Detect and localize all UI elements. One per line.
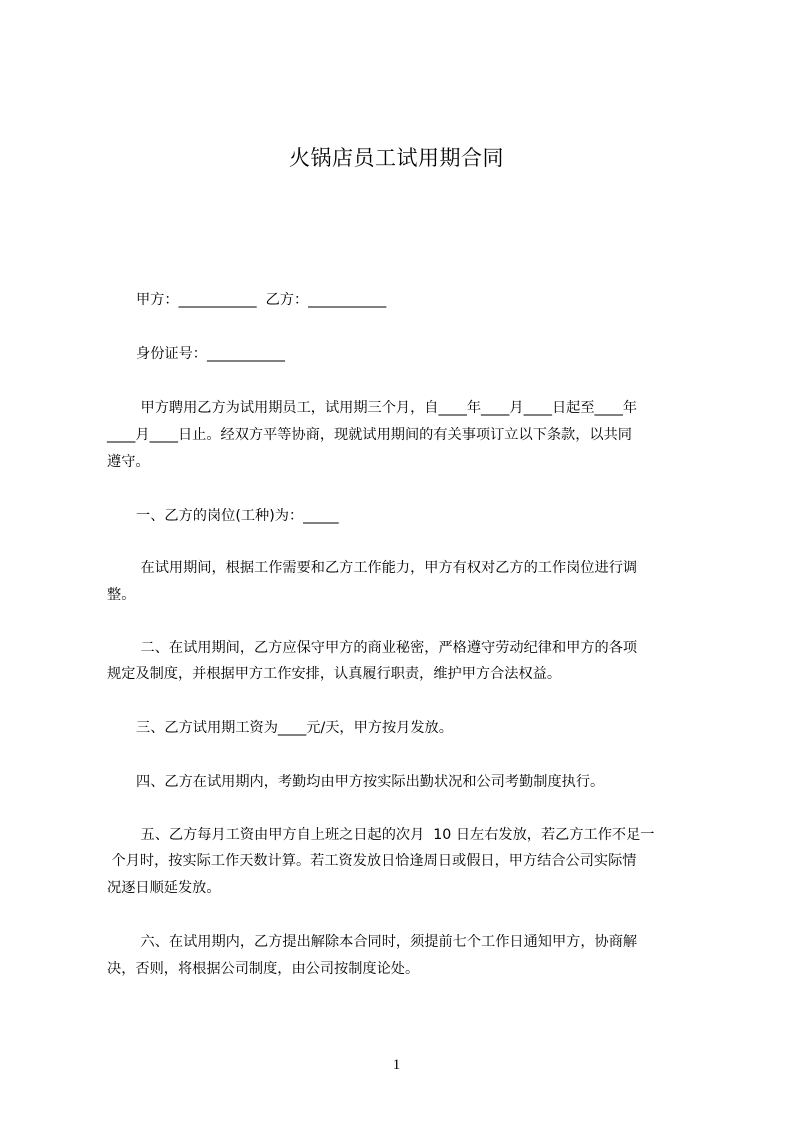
clause-paragraph-line: 个月时，按实际工作天数计算。若工资发放日恰逢周日或假日，甲方结合公司实际情 [107,853,637,869]
clause-paragraph-line: 整。 [107,587,136,603]
clause-paragraph-line: 二、在试用期间，乙方应保守甲方的商业秘密，严格遵守劳动纪律和甲方的各项 [136,640,638,656]
clause-paragraph-line: 决，否则，将根据公司制度，由公司按制度论处。 [107,961,420,977]
intro-paragraph-line: ____月____日止。经双方平等协商，现就试用期间的有关事项订立以下条款，以共同 [107,427,632,443]
clause-paragraph-line: 在试用期间，根据工作需要和乙方工作能力，甲方有权对乙方的工作岗位进行调 [136,560,638,576]
clause-paragraph-line: 六、在试用期内，乙方提出解除本合同时，须提前七个工作日通知甲方，协商解 [136,934,638,950]
page-number: 1 [392,1057,401,1073]
clause-paragraph-line: 规定及制度，并根据甲方工作安排，认真履行职责，维护甲方合法权益。 [107,666,562,682]
clause-heading: 一、乙方的岗位(工种)为：_____ [136,508,339,524]
intro-paragraph-line: 遵守。 [107,454,150,470]
clause-paragraph-line: 四、乙方在试用期内，考勤均由甲方按实际出勤状况和公司考勤制度执行。 [136,774,605,790]
id-number-line: 身份证号：___________ [136,346,285,362]
parties-line: 甲方：___________ 乙方：___________ [136,292,387,308]
intro-paragraph-line: 甲方聘用乙方为试用期员工，试用期三个月，自____年____月____日起至____年 [136,400,638,416]
clause-paragraph-line: 况逐日顺延发放。 [107,880,221,896]
clause-paragraph-line: 五、乙方每月工资由甲方自上班之日起的次月 10 日左右发放，若乙方工作不足一 [136,827,655,843]
clause-paragraph-line: 三、乙方试用期工资为____元/天，甲方按月发放。 [136,720,453,736]
document-title: 火锅店员工试用期合同 [289,146,504,170]
